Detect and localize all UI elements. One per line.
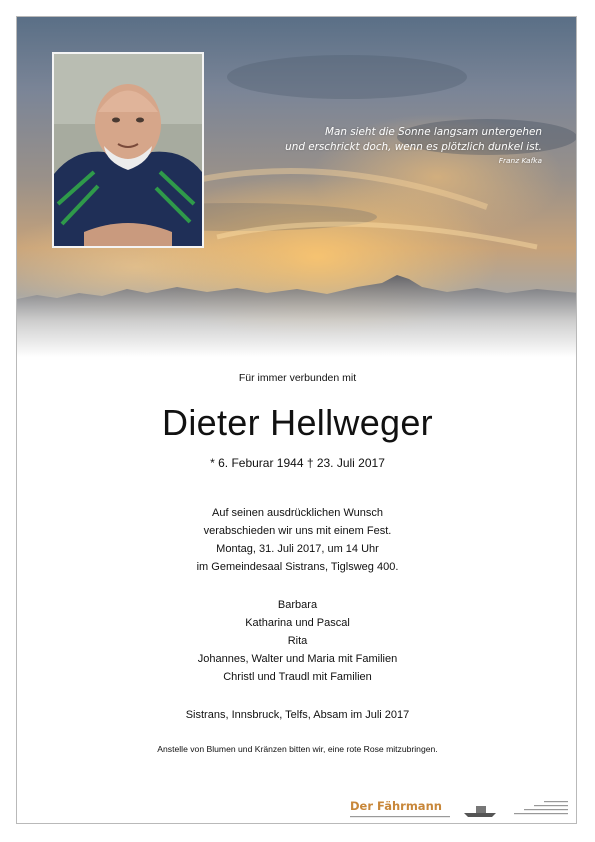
contact-lines-graphic (494, 799, 570, 819)
ceremony-line: Auf seinen ausdrücklichen Wunsch (211, 507, 383, 519)
mourner-line: Katharina und Pascal (245, 617, 350, 629)
mourners-list (0, 596, 595, 686)
quote-block (242, 125, 542, 166)
place-date: Sistrans, Innsbruck, Telfs, Absam im Juli 2017 (185, 709, 410, 721)
ceremony-line: verabschieden wir uns mit einem Fest. (203, 525, 392, 537)
logo-contact-graphic (494, 799, 570, 821)
ceremony-line: Montag, 31. Juli 2017, um 14 Uhr (216, 543, 379, 555)
deceased-name: Dieter Hellweger (162, 402, 433, 443)
quote-line: und erschrickt doch, wenn es plötzlich dunkel ist. (285, 141, 542, 153)
portrait-photo (52, 52, 204, 248)
portrait-illustration (54, 54, 202, 246)
mourner-line: Johannes, Walter und Maria mit Familien (197, 653, 398, 665)
funeral-home-logo (350, 799, 570, 823)
logo-wordmark: Der Fährmann (350, 799, 442, 813)
quote-line: Man sieht die Sonne langsam untergehen (325, 126, 542, 138)
sunset-sky-image (17, 17, 577, 357)
intro-text: Für immer verbunden mit (238, 372, 357, 384)
ceremony-line: im Gemeindesaal Sistrans, Tiglsweg 400. (196, 561, 399, 573)
mourner-line: Barbara (277, 599, 318, 611)
mourner-line: Rita (287, 635, 308, 647)
ceremony-info (0, 504, 595, 576)
flower-note: Anstelle von Blumen und Kränzen bitten wir, eine rote Rose mitzubringen. (157, 744, 438, 754)
life-dates: * 6. Feburar 1944 † 23. Juli 2017 (210, 456, 385, 470)
mourner-line: Christl und Traudl mit Familien (223, 671, 372, 683)
quote-author: Franz Kafka (498, 156, 542, 165)
